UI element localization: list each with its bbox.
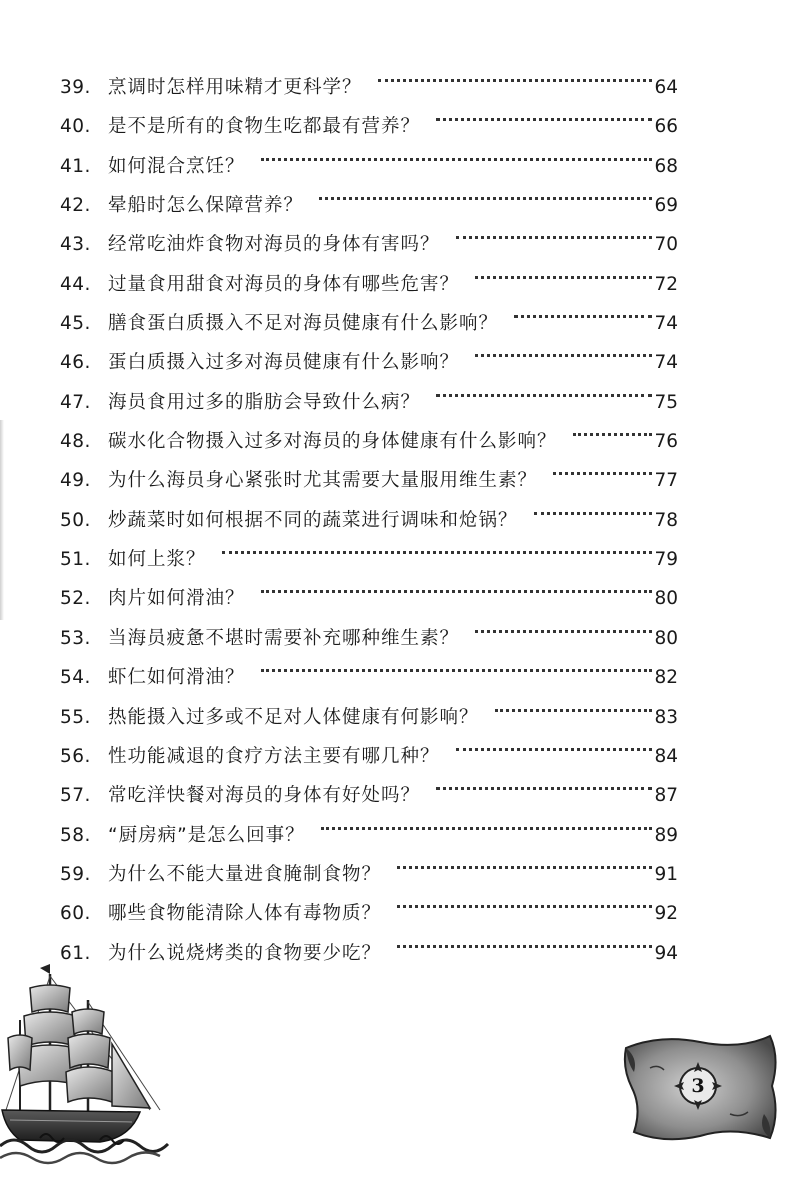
dot-leader xyxy=(436,93,652,132)
entry-title: 热能摄入过多或不足对人体健康有何影响？ xyxy=(108,706,479,728)
entry-number: 51. xyxy=(60,549,91,571)
entry-title: 晕船时怎么保障营养？ xyxy=(108,195,304,217)
entry-title: 如何上浆？ xyxy=(108,549,206,571)
entry-number: 54. xyxy=(60,667,91,689)
entry-number: 41. xyxy=(60,155,91,177)
dot-leader xyxy=(514,290,652,329)
entry-number: 45. xyxy=(60,313,91,335)
entry-title: 海员食用过多的脂肪会导致什么病？ xyxy=(108,391,421,413)
dot-leader xyxy=(261,644,652,683)
dot-leader xyxy=(397,880,652,919)
dot-leader xyxy=(534,487,652,526)
entry-number: 57. xyxy=(60,785,91,807)
entry-page: 82 xyxy=(654,667,678,689)
entry-number: 61. xyxy=(60,942,91,964)
entry-number: 60. xyxy=(60,903,91,925)
entry-page: 87 xyxy=(654,785,678,807)
dot-leader xyxy=(456,211,652,250)
entry-title: 碳水化合物摄入过多对海员的身体健康有什么影响？ xyxy=(108,431,557,453)
entry-number: 55. xyxy=(60,706,91,728)
entry-page: 83 xyxy=(654,706,678,728)
dot-leader xyxy=(321,802,652,841)
entry-number: 40. xyxy=(60,116,91,138)
table-of-contents xyxy=(60,54,678,964)
entry-page: 80 xyxy=(654,588,678,610)
entry-page: 74 xyxy=(654,313,678,335)
entry-page: 89 xyxy=(654,824,678,846)
dot-leader xyxy=(397,920,652,959)
entry-title: 为什么海员身心紧张时尤其需要大量服用维生素？ xyxy=(108,470,538,492)
entry-page: 77 xyxy=(654,470,678,492)
page-number-badge xyxy=(620,1028,785,1148)
entry-number: 44. xyxy=(60,273,91,295)
entry-title: 蛋白质摄入过多对海员健康有什么影响？ xyxy=(108,352,460,374)
entry-page: 79 xyxy=(654,549,678,571)
entry-title: 经常吃油炸食物对海员的身体有害吗？ xyxy=(108,234,440,256)
dot-leader xyxy=(378,54,652,93)
entry-title: 当海员疲惫不堪时需要补充哪种维生素？ xyxy=(108,627,460,649)
dot-leader xyxy=(495,684,652,723)
entry-number: 52. xyxy=(60,588,91,610)
entry-number: 53. xyxy=(60,627,91,649)
dot-leader xyxy=(319,172,652,211)
entry-page: 92 xyxy=(654,903,678,925)
dot-leader xyxy=(475,251,652,290)
entry-number: 47. xyxy=(60,391,91,413)
entry-page: 69 xyxy=(654,195,678,217)
dot-leader xyxy=(436,369,652,408)
entry-title: 虾仁如何滑油？ xyxy=(108,667,245,689)
entry-title: 为什么说烧烤类的食物要少吃？ xyxy=(108,942,382,964)
entry-number: 48. xyxy=(60,431,91,453)
entry-page: 84 xyxy=(654,745,678,767)
entry-page: 72 xyxy=(654,273,678,295)
entry-number: 42. xyxy=(60,195,91,217)
entry-page: 78 xyxy=(654,509,678,531)
dot-leader xyxy=(222,526,652,565)
entry-page: 76 xyxy=(654,431,678,453)
entry-number: 50. xyxy=(60,509,91,531)
entry-title: 是不是所有的食物生吃都最有营养？ xyxy=(108,116,421,138)
entry-page: 94 xyxy=(654,942,678,964)
dot-leader xyxy=(397,841,652,880)
entry-number: 49. xyxy=(60,470,91,492)
dot-leader xyxy=(456,723,652,762)
entry-number: 59. xyxy=(60,863,91,885)
entry-page: 66 xyxy=(654,116,678,138)
sailing-ship-icon xyxy=(0,960,170,1170)
dot-leader xyxy=(261,565,652,604)
dot-leader xyxy=(475,329,652,368)
entry-title: 常吃洋快餐对海员的身体有好处吗？ xyxy=(108,785,421,807)
entry-page: 68 xyxy=(654,155,678,177)
page-edge-shadow xyxy=(0,420,4,620)
entry-number: 46. xyxy=(60,352,91,374)
dot-leader xyxy=(436,762,652,801)
dot-leader xyxy=(573,408,652,447)
toc-entry[interactable] xyxy=(60,54,678,98)
entry-title: 膳食蛋白质摄入不足对海员健康有什么影响？ xyxy=(108,313,499,335)
entry-page: 74 xyxy=(654,352,678,374)
entry-title: 烹调时怎样用味精才更科学？ xyxy=(108,77,362,98)
entry-title: 过量食用甜食对海员的身体有哪些危害？ xyxy=(108,273,460,295)
entry-title: 性功能减退的食疗方法主要有哪几种？ xyxy=(108,745,440,767)
entry-title: 如何混合烹饪？ xyxy=(108,155,245,177)
entry-title: 炒蔬菜时如何根据不同的蔬菜进行调味和炝锅？ xyxy=(108,509,518,531)
dot-leader xyxy=(261,133,652,172)
entry-title: 哪些食物能清除人体有毒物质？ xyxy=(108,903,382,925)
entry-page: 64 xyxy=(654,77,678,98)
page-number: 3 xyxy=(691,1075,705,1097)
entry-number: 39. xyxy=(60,77,91,98)
entry-title: 为什么不能大量进食腌制食物？ xyxy=(108,863,382,885)
entry-title: “厨房病”是怎么回事？ xyxy=(108,824,305,846)
entry-page: 80 xyxy=(654,627,678,649)
entry-page: 75 xyxy=(654,391,678,413)
entry-page: 70 xyxy=(654,234,678,256)
entry-title: 肉片如何滑油？ xyxy=(108,588,245,610)
entry-page: 91 xyxy=(654,863,678,885)
dot-leader xyxy=(553,447,652,486)
entry-number: 58. xyxy=(60,824,91,846)
entry-number: 43. xyxy=(60,234,91,256)
entry-number: 56. xyxy=(60,745,91,767)
dot-leader xyxy=(475,605,652,644)
